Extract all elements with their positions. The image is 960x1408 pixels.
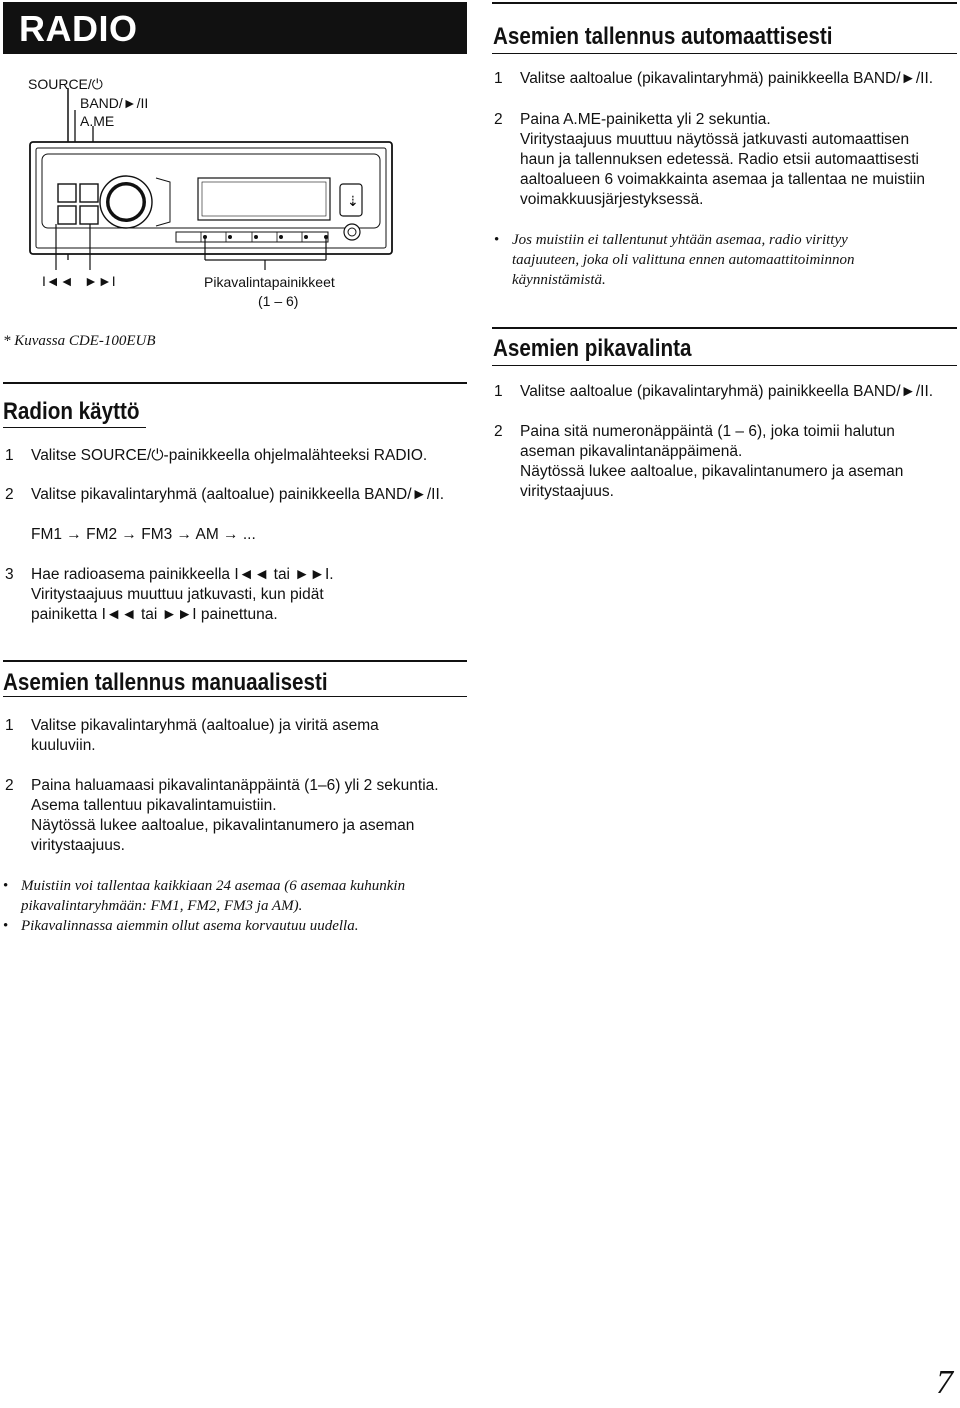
step-text: painiketta I◄◄ tai ►►I painettuna.: [31, 606, 278, 623]
manual-step-1: [5, 716, 467, 756]
page-number: 7: [936, 1364, 953, 1401]
auto-store-title: Asemien tallennus automaattisesti: [493, 23, 833, 50]
step-text: Paina sitä numeronäppäintä (1 – 6), joka toimii halutun: [520, 423, 895, 440]
figure-caption: * Kuvassa CDE-100EUB: [3, 333, 156, 349]
section-rule: [492, 2, 957, 4]
source-label: SOURCE/⏻: [28, 76, 103, 92]
step-number: 1: [5, 447, 14, 464]
seek-prev-label: I◄◄: [42, 273, 74, 289]
step-text: Näytössä lukee aaltoalue, pikavalintanumero ja aseman: [31, 817, 415, 834]
manual-step-2: [5, 776, 467, 856]
radio-step-1: [5, 446, 467, 466]
bullet: •: [3, 878, 9, 894]
title-underline: [3, 427, 146, 428]
step-text: Paina A.ME-painiketta yli 2 sekuntia.: [520, 111, 771, 128]
step-text: Valitse pikavalintaryhmä (aaltoalue) ja viritä asema: [31, 717, 379, 734]
step-number: 2: [494, 111, 503, 128]
preset-step-1: [494, 382, 958, 402]
step-text: haun ja tallennuksen edetessä. Radio etsii automaattisesti: [520, 151, 919, 168]
band-cycle: FM1 → FM2 → FM3 → AM → ...: [31, 526, 256, 543]
note-text: Muistiin voi tallentaa kaikkiaan 24 asemaa (6 asemaa kuhunkin: [21, 878, 406, 894]
section-banner: [3, 2, 467, 54]
auto-step-1: [494, 69, 958, 89]
bullet: •: [3, 918, 9, 934]
svg-text:⇣: ⇣: [347, 194, 359, 210]
preset-step-2: [494, 422, 958, 502]
step-number: 2: [5, 777, 14, 794]
radio-step-3: [5, 565, 467, 625]
step-number: 1: [5, 717, 14, 734]
step-text: Näytössä lukee aaltoalue, pikavalintanumero ja aseman: [520, 463, 904, 480]
section-rule: [3, 660, 467, 662]
step-text: Asema tallentuu pikavalintamuistiin.: [31, 797, 277, 814]
note-text: taajuuteen, joka oli valittuna ennen automaattitoiminnon: [512, 252, 855, 268]
step-number: 2: [5, 486, 14, 503]
section-rule: [3, 382, 467, 384]
step-number: 3: [5, 566, 14, 583]
step-text: Hae radioasema painikkeella I◄◄ tai ►►I.: [31, 566, 334, 583]
radio-use-title: Radion käyttö: [3, 398, 140, 425]
step-text: viritystaajuus.: [31, 837, 125, 854]
step-text: Paina haluamaasi pikavalintanäppäintä (1–6) yli 2 sekuntia.: [31, 777, 439, 794]
step-text: voimakkuusjärjestyksessä.: [520, 191, 704, 208]
step-text: Valitse pikavalintaryhmä (aaltoalue) painikkeella BAND/►/II.: [31, 486, 445, 503]
step-text: aseman pikavalintanäppäimenä.: [520, 443, 743, 460]
section-rule: [492, 327, 957, 329]
note-text: pikavalintaryhmään: FM1, FM2, FM3 ja AM).: [21, 898, 303, 914]
note-text: käynnistämistä.: [512, 272, 606, 288]
step-text: Valitse aaltoalue (pikavalintaryhmä) painikkeella BAND/►/II.: [520, 383, 934, 400]
step-text: Viritystaajuus muuttuu jatkuvasti, kun pidät: [31, 586, 324, 603]
manual-store-title: Asemien tallennus manuaalisesti: [3, 669, 328, 696]
step-text: Valitse SOURCE/⏻-painikkeella ohjelmalähteeksi RADIO.: [31, 447, 428, 464]
note-text: Pikavalinnassa aiemmin ollut asema korvautuu uudella.: [21, 918, 359, 934]
auto-note: [494, 230, 958, 290]
step-number: 2: [494, 423, 503, 440]
title-underline: [492, 365, 957, 366]
radio-step-2: [5, 485, 467, 505]
step-text: Viritystaajuus muuttuu näytössä jatkuvasti automaattisen: [520, 131, 910, 148]
step-text: viritystaajuus.: [520, 483, 614, 500]
manual-note-1: [3, 876, 467, 916]
preset-buttons-range: (1 – 6): [258, 293, 299, 309]
step-text: kuuluviin.: [31, 737, 96, 754]
auto-step-2: [494, 110, 958, 210]
step-text: Valitse aaltoalue (pikavalintaryhmä) painikkeella BAND/►/II.: [520, 70, 934, 87]
seek-next-label: ►►I: [84, 273, 116, 289]
step-text: aaltoalueen 6 voimakkainta asemaa ja tallentaa ne muistiin: [520, 171, 925, 188]
title-underline: [3, 696, 467, 697]
manual-note-2: [3, 916, 467, 936]
bullet: •: [494, 232, 500, 248]
step-number: 1: [494, 70, 503, 87]
preset-select-title: Asemien pikavalinta: [493, 335, 692, 362]
band-label: BAND/►/II: [80, 95, 149, 111]
ame-label: A.ME: [80, 113, 115, 129]
title-underline: [492, 53, 957, 54]
step-number: 1: [494, 383, 503, 400]
note-text: Jos muistiin ei tallentunut yhtään asemaa, radio virittyy: [512, 232, 848, 248]
preset-buttons-label: Pikavalintapainikkeet: [204, 274, 335, 290]
banner-title: RADIO: [19, 8, 138, 49]
